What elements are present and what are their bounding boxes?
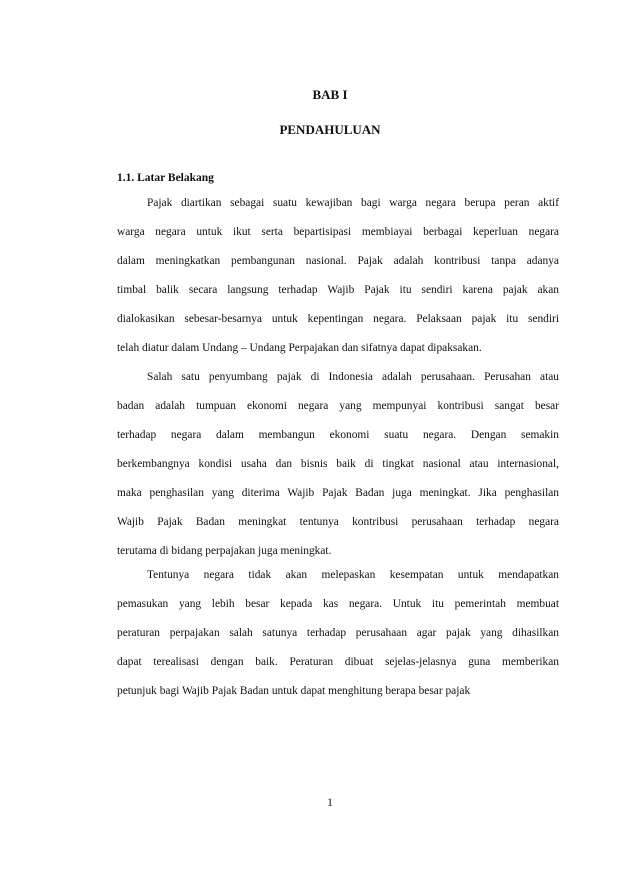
paragraph-line: dalam meningkatkan pembangunan nasional. Pajak adalah kontribusi tanpa adanya: [117, 255, 559, 267]
paragraph-line: pemasukan yang lebih besar kepada kas negara. Untuk itu pemerintah membuat: [117, 598, 559, 610]
chapter-subtitle: PENDAHULUAN: [279, 122, 381, 137]
paragraph-2: [117, 363, 559, 566]
paragraph-line: Tentunya negara tidak akan melepaskan kesempatan untuk mendapatkan: [147, 569, 559, 581]
paragraph-line: peraturan perpajakan salah satunya terhadap perusahaan agar pajak yang dihasilkan: [117, 627, 559, 639]
section-heading: 1.1. Latar Belakang: [117, 172, 214, 184]
page-number: 1: [327, 797, 333, 809]
paragraph-line: dapat terealisasi dengan baik. Peraturan dibuat sejelas-jelasnya guna memberikan: [117, 656, 559, 668]
paragraph-line: terutama di bidang perpajakan juga meningkat.: [117, 545, 332, 557]
paragraph-line: terhadap negara dalam membangun ekonomi suatu negara. Dengan semakin: [117, 429, 559, 441]
paragraph-line: dialokasikan sebesar-besarnya untuk kepentingan negara. Pelaksaan pajak itu sendiri: [117, 313, 559, 325]
paragraph-line: badan adalah tumpuan ekonomi negara yang mempunyai kontribusi sangat besar: [117, 400, 559, 412]
paragraph-line: petunjuk bagi Wajib Pajak Badan untuk dapat menghitung berapa besar pajak: [117, 685, 471, 697]
chapter-title: BAB I: [312, 87, 348, 102]
paragraph-line: berkembangnya kondisi usaha dan bisnis baik di tingkat nasional atau internasional,: [117, 458, 559, 470]
paragraph-line: warga negara untuk ikut serta bepartisipasi membiayai berbagai keperluan negara: [117, 226, 559, 238]
paragraph-line: timbal balik secara langsung terhadap Wajib Pajak itu sendiri karena pajak akan: [117, 284, 559, 296]
paragraph-line: Wajib Pajak Badan meningkat tentunya kontribusi perusahaan terhadap negara: [117, 516, 559, 528]
paragraph-line: telah diatur dalam Undang – Undang Perpajakan dan sifatnya dapat dipaksakan.: [117, 342, 482, 354]
paragraph-1: [117, 189, 559, 363]
paragraph-line: Salah satu penyumbang pajak di Indonesia adalah perusahaan. Perusahan atau: [147, 371, 559, 383]
paragraph-line: maka penghasilan yang diterima Wajib Pajak Badan juga meningkat. Jika penghasilan: [117, 487, 559, 499]
paragraph-line: Pajak diartikan sebagai suatu kewajiban bagi warga negara berupa peran aktif: [147, 197, 559, 209]
paragraph-3: [117, 561, 559, 706]
